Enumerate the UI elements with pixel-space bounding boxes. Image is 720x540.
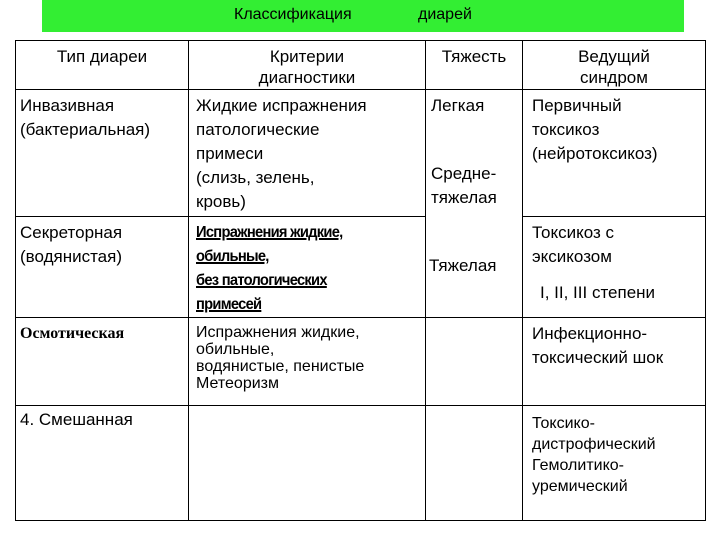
col-divider-2 — [425, 40, 426, 521]
row-divider-1-right — [522, 216, 706, 217]
row-divider-3 — [15, 405, 706, 406]
header-criteria: Критерии диагностики — [258, 47, 356, 87]
row-divider-1 — [15, 216, 425, 217]
header-severity: Тяжесть — [441, 47, 507, 66]
header-syndrome: Ведущий синдром — [578, 47, 650, 87]
invasive-syndrome: Первичный токсикоз (нейротоксикоз) — [532, 96, 658, 163]
severity-severe: Тяжелая — [429, 256, 497, 275]
secretory-syndrome-degree: I, II, III степени — [540, 283, 656, 302]
title-part-2: диарей — [418, 6, 472, 23]
title-part-1: Классификация — [234, 6, 352, 23]
severity-mild: Легкая — [431, 96, 485, 115]
secretory-syndrome: Токсикоз с эксикозом — [532, 223, 615, 266]
table-border-bottom — [15, 520, 706, 521]
osmotic-criteria: Испражнения жидкие, обильные, водянистые, пенистые Метеоризм — [196, 324, 365, 392]
secretory-type: Секреторная (водянистая) — [20, 223, 123, 266]
invasive-type: Инвазивная (бактериальная) — [20, 96, 151, 139]
secretory-criteria: Испражнения жидкие, обильные, без патологических примесей — [196, 224, 343, 313]
severity-moderate: Средне- тяжелая — [431, 164, 497, 207]
table-border-right — [705, 40, 706, 521]
table-border-top — [15, 40, 706, 41]
osmotic-syndrome: Инфекционно- токсический шок — [532, 324, 664, 367]
header-bottom-line — [15, 89, 706, 90]
row-divider-2 — [15, 317, 706, 318]
col-divider-3 — [522, 40, 523, 521]
col-divider-1 — [188, 40, 189, 521]
header-type: Тип диареи — [56, 47, 148, 66]
mixed-type: 4. Смешанная — [20, 410, 133, 429]
mixed-syndrome: Токсико- дистрофический Гемолитико- уремический — [532, 415, 656, 495]
invasive-criteria: Жидкие испражнения патологические примеси (слизь, зелень, кровь) — [196, 96, 367, 211]
osmotic-type: Осмотическая — [20, 325, 125, 342]
table-border-left — [15, 40, 16, 521]
